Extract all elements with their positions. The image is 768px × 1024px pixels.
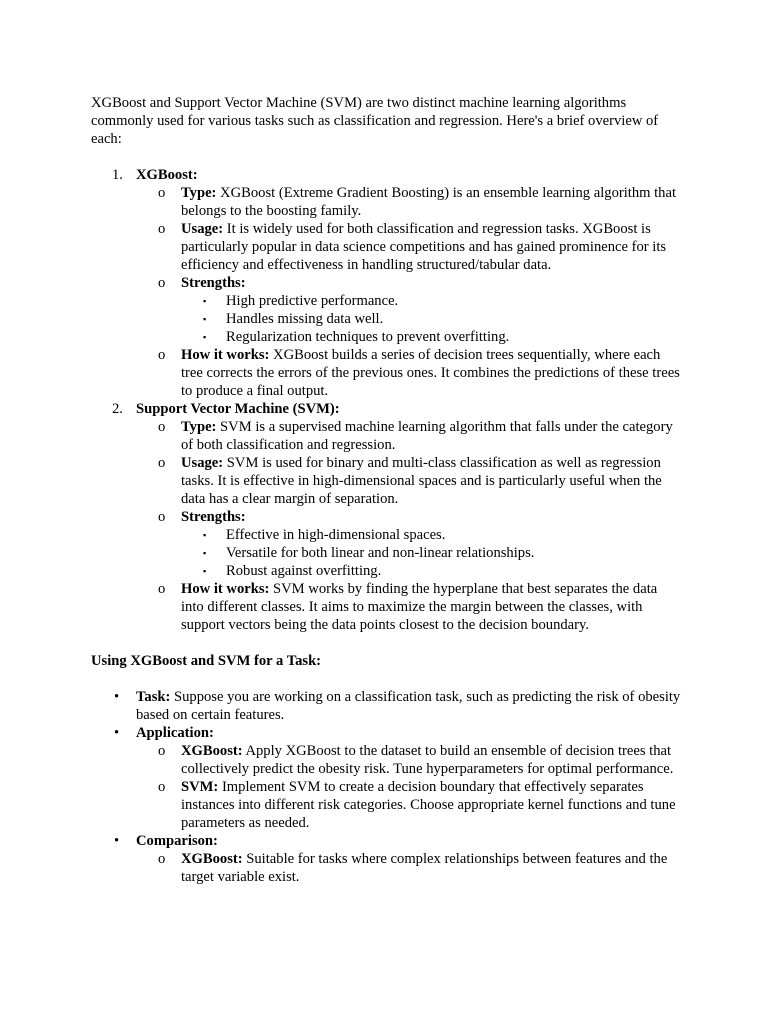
item-text: Suppose you are working on a classification task, such as predicting the risk of obesity based on certain features. (136, 689, 681, 723)
item-label: Strengths: (181, 509, 246, 525)
strength-item (91, 328, 683, 346)
item-label: Usage: (181, 221, 224, 237)
item-label: XGBoost: (181, 743, 243, 759)
strength-text: Versatile for both linear and non-linear relationships. (226, 545, 535, 561)
strength-item (91, 526, 683, 544)
item-text: XGBoost builds a series of decision trees sequentially, where each tree corrects the errors of the previous ones. It combines the predictions of these trees to produce a final output. (181, 347, 680, 399)
item-text: SVM works by finding the hyperplane that best separates the data into different classes. It aims to maximize the margin between the classes, with support vectors being the data points closest to the decision boundary. (181, 581, 658, 633)
bullet-square: ▪ (203, 548, 207, 558)
bullet-o: o (158, 185, 166, 201)
sub-item-app-svm (91, 778, 683, 832)
bullet-square: ▪ (203, 332, 207, 342)
item-label: SVM: (181, 779, 219, 795)
bullet-o: o (158, 779, 166, 795)
sub-item-strengths (91, 508, 683, 526)
algo-title: Support Vector Machine (SVM): (136, 401, 340, 417)
bullet-o: o (158, 419, 166, 435)
item-text: Apply XGBoost to the dataset to build an ensemble of decision trees that collectively predict the obesity risk. Tune hyperparameters for optimal performance. (181, 743, 674, 777)
bullet-o: o (158, 509, 166, 525)
item-label: Type: (181, 185, 217, 201)
strength-item (91, 562, 683, 580)
list-number: 2. (112, 401, 123, 417)
strength-item (91, 292, 683, 310)
item-label: Type: (181, 419, 217, 435)
strength-item (91, 544, 683, 562)
item-label: Comparison: (136, 833, 218, 849)
section-heading: Using XGBoost and SVM for a Task: (91, 653, 322, 669)
intro-paragraph: XGBoost and Support Vector Machine (SVM) are two distinct machine learning algorithms commonly used for various tasks such as classification and regression. Here's a brief overview of each: (91, 95, 659, 147)
item-text: It is widely used for both classification and regression tasks. XGBoost is particularly popular in data science competitions and has gained prominence for its efficiency and effectiveness in handling structured/tabular data. (181, 221, 667, 273)
bullet-square: ▪ (203, 566, 207, 576)
item-label: Strengths: (181, 275, 246, 291)
strength-text: Regularization techniques to prevent overfitting. (226, 329, 510, 345)
bullet-square: ▪ (203, 314, 207, 324)
strength-text: Effective in high-dimensional spaces. (226, 527, 446, 543)
sub-item-strengths (91, 274, 683, 292)
bullet-o: o (158, 851, 166, 867)
list-item-task (91, 688, 683, 724)
item-text: Suitable for tasks where complex relationships between features and the target variable exist. (181, 851, 668, 885)
item-label: How it works: (181, 347, 270, 363)
item-text: SVM is a supervised machine learning algorithm that falls under the category of both classification and regression. (181, 419, 673, 453)
bullet-o: o (158, 455, 166, 471)
list-item-comparison (91, 832, 683, 850)
list-item-xgboost (91, 166, 683, 184)
strength-text: High predictive performance. (226, 293, 399, 309)
item-label: Application: (136, 725, 214, 741)
bullet-dot: • (114, 833, 120, 849)
algo-title: XGBoost: (136, 167, 198, 183)
sub-item-app-xgboost (91, 742, 683, 778)
sub-item-how (91, 346, 683, 400)
strength-text: Handles missing data well. (226, 311, 384, 327)
sub-item-usage (91, 454, 683, 508)
bullet-o: o (158, 275, 166, 291)
strength-text: Robust against overfitting. (226, 563, 382, 579)
bullet-o: o (158, 347, 166, 363)
sub-item-usage (91, 220, 683, 274)
bullet-dot: • (114, 725, 120, 741)
item-label: XGBoost: (181, 851, 243, 867)
list-number: 1. (112, 167, 123, 183)
bullet-square: ▪ (203, 296, 207, 306)
item-label: Task: (136, 689, 171, 705)
sub-item-cmp-xgboost (91, 850, 683, 886)
item-label: Usage: (181, 455, 224, 471)
bullet-o: o (158, 221, 166, 237)
bullet-o: o (158, 581, 166, 597)
bullet-square: ▪ (203, 530, 207, 540)
sub-item-how (91, 580, 683, 634)
list-item-svm (91, 400, 683, 418)
strength-item (91, 310, 683, 328)
item-label: How it works: (181, 581, 270, 597)
bullet-dot: • (114, 689, 120, 705)
sub-item-type (91, 418, 683, 454)
list-item-application (91, 724, 683, 742)
item-text: SVM is used for binary and multi-class classification as well as regression tasks. It is effective in high-dimensional spaces and is particularly useful when the data has a clear margin of separation. (181, 455, 662, 507)
bullet-o: o (158, 743, 166, 759)
item-text: Implement SVM to create a decision boundary that effectively separates instances into different risk categories. Choose appropriate kernel functions and tune parameters as needed. (181, 779, 676, 831)
item-text: XGBoost (Extreme Gradient Boosting) is an ensemble learning algorithm that belongs to the boosting family. (181, 185, 677, 219)
document-page (91, 94, 683, 886)
sub-item-type (91, 184, 683, 220)
